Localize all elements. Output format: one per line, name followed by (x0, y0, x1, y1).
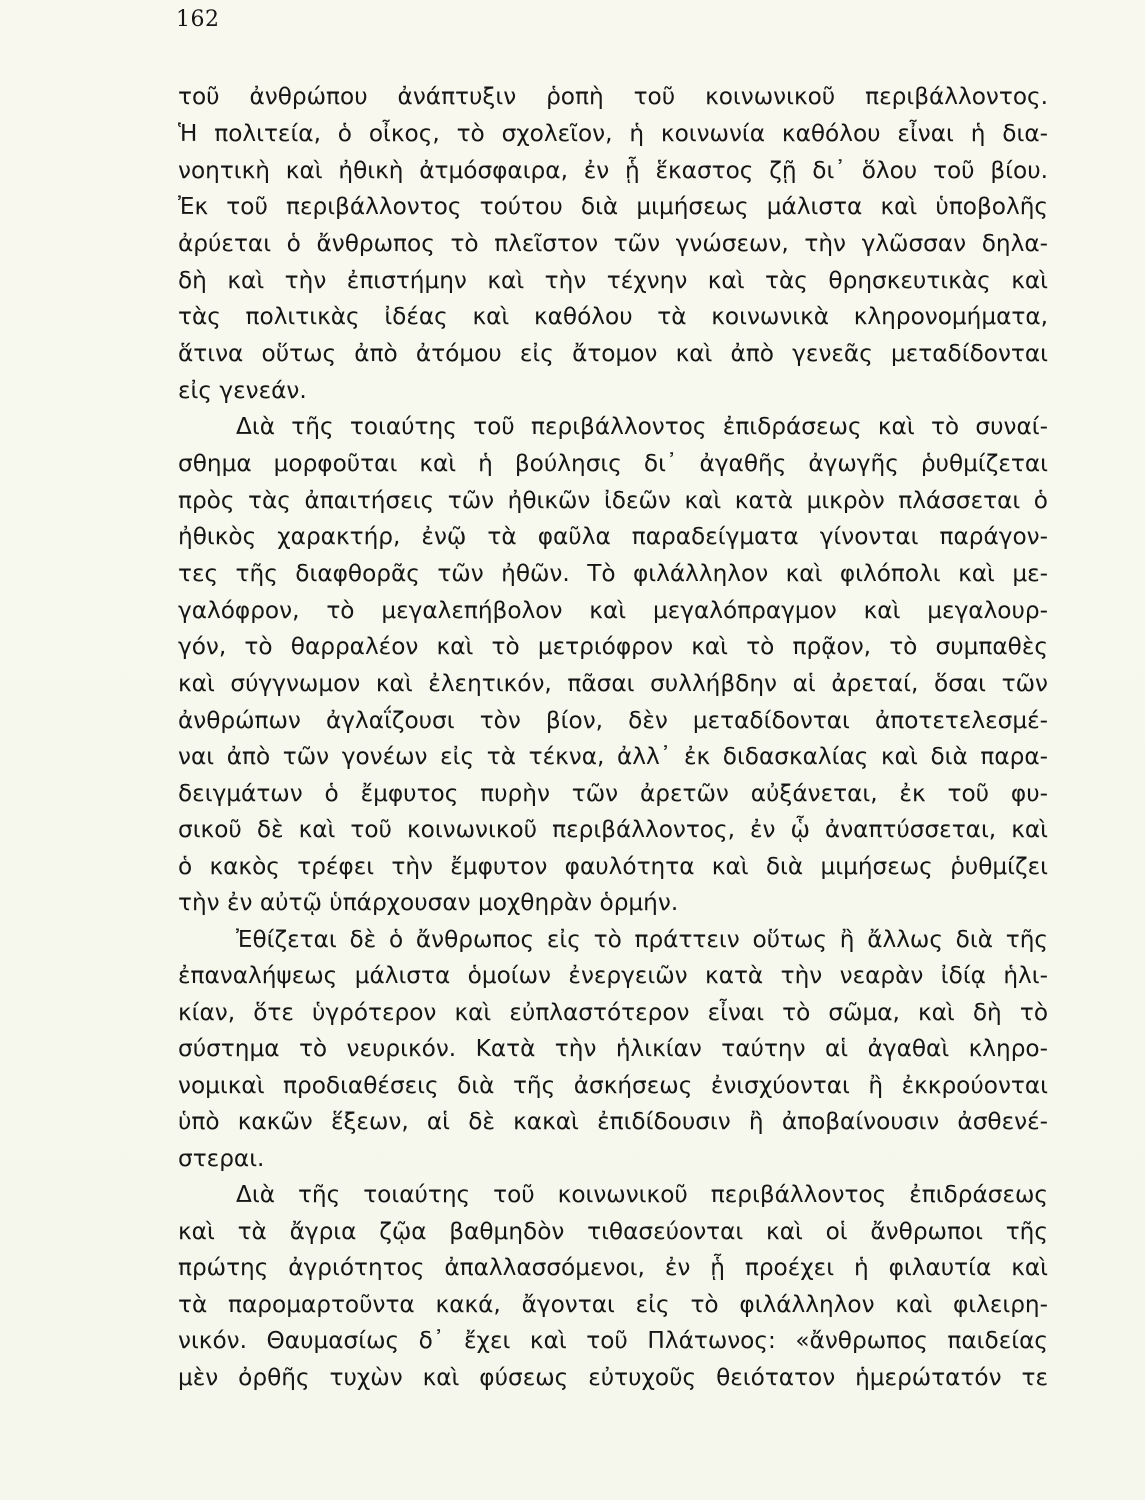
text-line: ὑπὸ κακῶν ἕξεων, αἱ δὲ κακαὶ ἐπιδίδουσιν ἢ ἀποβαίνουσιν ἀσθενέ- (178, 1108, 1048, 1135)
text-line: νικόν. Θαυμασίως δ᾿ ἔχει καὶ τοῦ Πλάτωνος: «ἄνθρωπος παιδείας (178, 1327, 1048, 1354)
text-line: σθημα μορφοῦται καὶ ἡ βούλησις δι᾿ ἀγαθῆς ἀγωγῆς ῥυθμίζεται (178, 450, 1048, 477)
text-line: δὴ καὶ τὴν ἐπιστήμην καὶ τὴν τέχνην καὶ τὰς θρησκευτικὰς καὶ (178, 267, 1048, 294)
text-line: μὲν ὀρθῆς τυχὼν καὶ φύσεως εὐτυχοῦς θειότατον ἡμερώτατόν τε (178, 1364, 1048, 1391)
text-line: κίαν, ὅτε ὑγρότερον καὶ εὐπλαστότερον εἶναι τὸ σῶμα, καὶ δὴ τὸ (178, 999, 1048, 1026)
text-line: πρώτης ἀγριότητος ἀπαλλασσόμενοι, ἐν ᾗ προέχει ἡ φιλαυτία καὶ (178, 1254, 1048, 1281)
text-line: ἀνθρώπων ἀγλαΐζουσι τὸν βίον, δὲν μεταδίδονται ἀποτετελεσμέ- (178, 707, 1048, 734)
text-line: στεραι. (178, 1145, 265, 1172)
text-line: ὁ κακὸς τρέφει τὴν ἔμφυτον φαυλότητα καὶ διὰ μιμήσεως ῥυθμίζει (178, 853, 1048, 880)
page-number: 162 (176, 7, 220, 32)
text-line: ἠθικὸς χαρακτήρ, ἐνῷ τὰ φαῦλα παραδείγματα γίνονται παράγον- (178, 523, 1048, 550)
text-line: τὰς πολιτικὰς ἰδέας καὶ καθόλου τὰ κοινωνικὰ κληρονομήματα, (178, 303, 1048, 330)
text-line: καὶ σύγγνωμον καὶ ἐλεητικόν, πᾶσαι συλλήβδην αἱ ἀρεταί, ὅσαι τῶν (178, 670, 1048, 697)
text-line: ἀρύεται ὁ ἄνθρωπος τὸ πλεῖστον τῶν γνώσεων, τὴν γλῶσσαν δηλα- (178, 230, 1048, 257)
text-line: γόν, τὸ θαρραλέον καὶ τὸ μετριόφρον καὶ τὸ πρᾷον, τὸ συμπαθὲς (178, 633, 1048, 660)
paragraph-first-line: Ἐθίζεται δὲ ὁ ἄνθρωπος εἰς τὸ πράττειν οὕτως ἢ ἄλλως διὰ τῆς (236, 926, 1048, 953)
text-line: σύστημα τὸ νευρικόν. Κατὰ τὴν ἡλικίαν ταύτην αἱ ἀγαθαὶ κληρο- (178, 1035, 1048, 1062)
text-line: σικοῦ δὲ καὶ τοῦ κοινωνικοῦ περιβάλλοντος, ἐν ᾧ ἀναπτύσσεται, καὶ (178, 816, 1048, 843)
text-line: τες τῆς διαφθορᾶς τῶν ἠθῶν. Τὸ φιλάλληλον καὶ φιλόπολι καὶ με- (178, 560, 1048, 587)
text-line: νομικαὶ προδιαθέσεις διὰ τῆς ἀσκήσεως ἐνισχύονται ἢ ἐκκρούονται (178, 1072, 1048, 1099)
text-line: ἅτινα οὕτως ἀπὸ ἀτόμου εἰς ἄτομον καὶ ἀπὸ γενεᾶς μεταδίδονται (178, 340, 1048, 367)
text-line: εἰς γενεάν. (178, 377, 307, 404)
paragraph-first-line: Διὰ τῆς τοιαύτης τοῦ περιβάλλοντος ἐπιδράσεως καὶ τὸ συναί- (236, 413, 1048, 440)
text-line: τοῦ ἀνθρώπου ἀνάπτυξιν ῥοπὴ τοῦ κοινωνικοῦ περιβάλλοντος. (178, 83, 1048, 110)
text-line: Ἡ πολιτεία, ὁ οἶκος, τὸ σχολεῖον, ἡ κοινωνία καθόλου εἶναι ἡ δια- (178, 120, 1048, 147)
text-line: ἐπαναλήψεως μάλιστα ὁμοίων ἐνεργειῶν κατὰ τὴν νεαρὰν ἰδίᾳ ἡλι- (178, 962, 1048, 989)
text-line: τὰ παρομαρτοῦντα κακά, ἄγονται εἰς τὸ φιλάλληλον καὶ φιλειρη- (178, 1291, 1048, 1318)
paragraph-first-line: Διὰ τῆς τοιαύτης τοῦ κοινωνικοῦ περιβάλλοντος ἐπιδράσεως (236, 1181, 1048, 1208)
text-line: καὶ τὰ ἄγρια ζῷα βαθμηδὸν τιθασεύονται καὶ οἱ ἄνθρωποι τῆς (178, 1218, 1048, 1245)
text-line: δειγμάτων ὁ ἔμφυτος πυρὴν τῶν ἀρετῶν αὐξάνεται, ἐκ τοῦ φυ- (178, 780, 1048, 807)
text-line: νοητικὴ καὶ ἠθικὴ ἀτμόσφαιρα, ἐν ᾗ ἕκαστος ζῇ δι᾿ ὅλου τοῦ βίου. (178, 157, 1048, 184)
text-line: γαλόφρον, τὸ μεγαλεπήβολον καὶ μεγαλόπραγμον καὶ μεγαλουρ- (178, 597, 1048, 624)
text-line: Ἐκ τοῦ περιβάλλοντος τούτου διὰ μιμήσεως μάλιστα καὶ ὑποβολῆς (178, 193, 1048, 220)
text-line: τὴν ἐν αὐτῷ ὑπάρχουσαν μοχθηρὰν ὁρμήν. (178, 889, 679, 916)
text-line: ναι ἀπὸ τῶν γονέων εἰς τὰ τέκνα, ἀλλ᾿ ἐκ διδασκαλίας καὶ διὰ παρα- (178, 743, 1048, 770)
text-line: πρὸς τὰς ἀπαιτήσεις τῶν ἠθικῶν ἰδεῶν καὶ κατὰ μικρὸν πλάσσεται ὁ (178, 487, 1048, 514)
